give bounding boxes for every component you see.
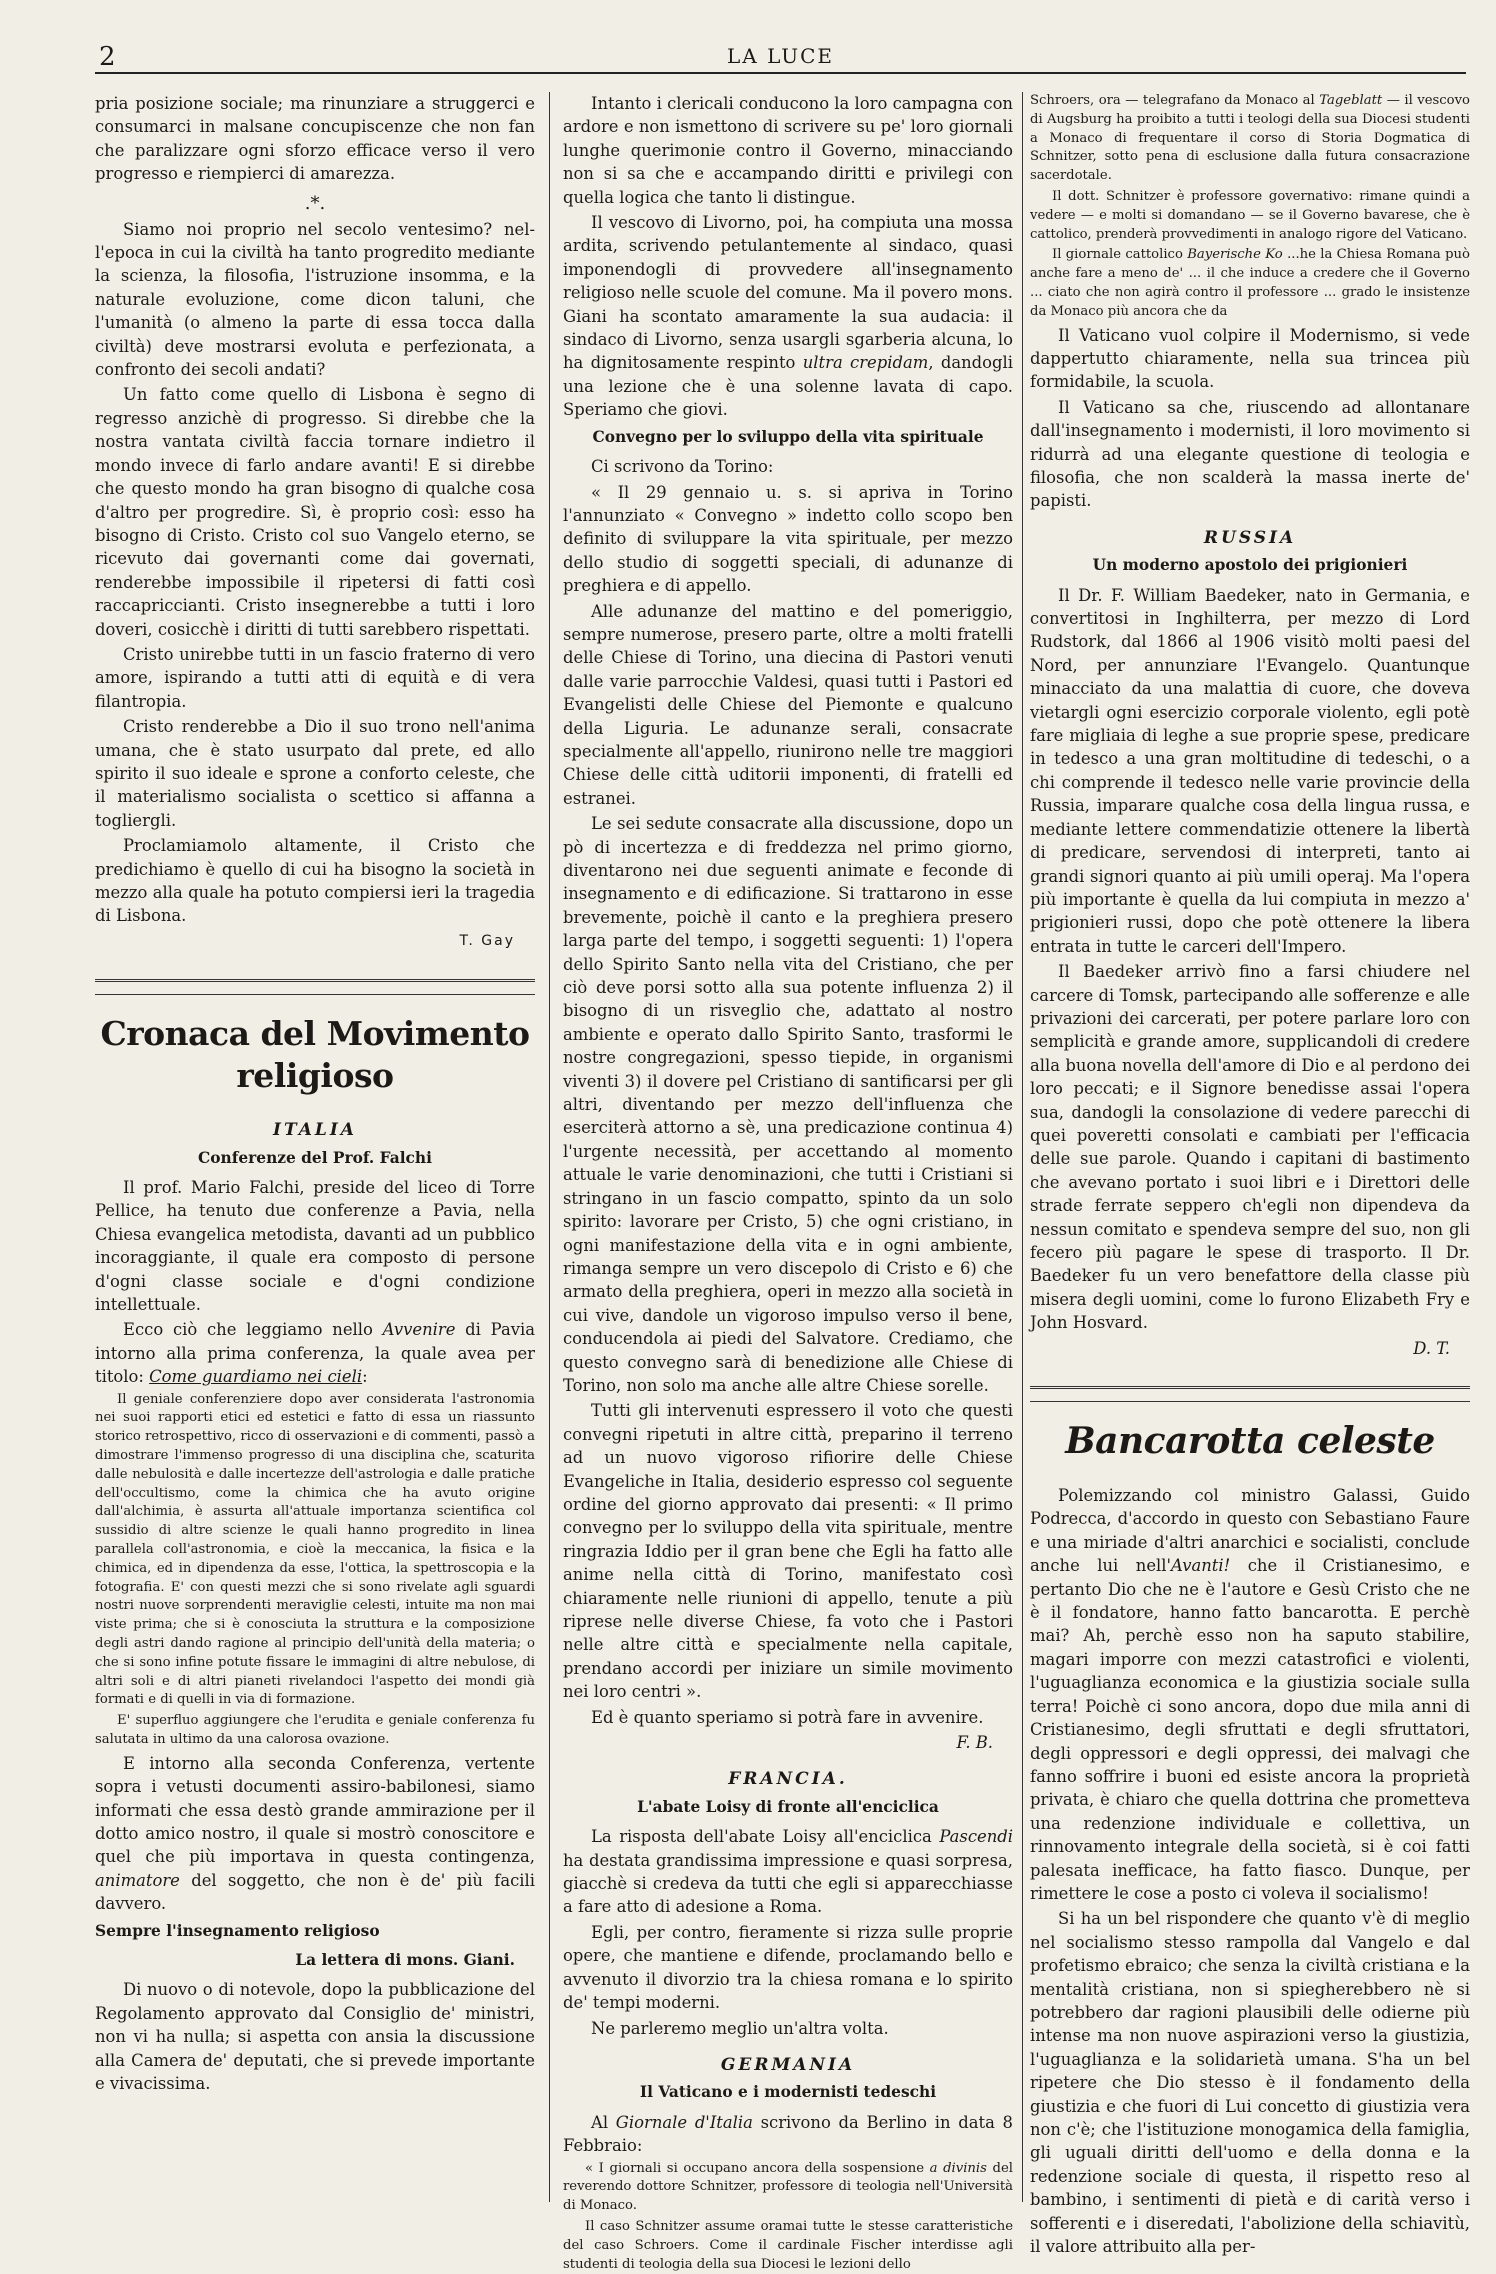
paragraph: Ci scrivono da Torino: xyxy=(591,457,774,477)
paragraph: Le sei sedute consacrate alla discussione, dopo un pò di incertezza e di freddezza nel primo giorno, diventarono nei due seguenti animate e feconde di insegnamento e di edificazione. Si trattarono in esse brevemente, poichè il canto e la preghiera presero larga parte del tempo, i soggetti seguenti: 1) l'opera dello Spirito Santo nella vita del Cristiano, che per ciò deve porsi sotto alla sua potente influenza 2) il bisogno di un risveglio che, adattato al nostro ambiente e operato dallo Spirito Santo, trasformi le nostre congregazioni, spesso tiepide, in organismi viventi 3) il dovere pel Cristiano di santificarsi per gli altri, diventando per mezzo dell'influenza che eserciterà attorno a sè, una predicazione continua 4) l'urgente necessità, per accettando al momento attuale le varie denominazioni, che tutti i Cristiani si stringano in un fascio compatto, spinto da un solo spirito: lavorare per Cristo, 5) che ogni cristiano, in ogni manifestazione della vita e in ogni ambiente, rimanga sempre un vero discepolo di Cristo e 6) che armato della preghiera, operi in mezzo alla società in cui vive, dandole un vigoroso impulso verso il bene, conducendola ai piedi del Salvatore. Crediamo, che questo convegno sarà di benedizione alle Chiese di Torino, non solo ma anche alle altre Chiese sorelle. xyxy=(563,814,1013,1395)
article-signature: D. T. xyxy=(1413,1338,1450,1358)
paragraph: Il prof. Mario Falchi, preside del liceo di Torre Pellice, ha tenuto due conferenze a Pavia, nella Chiesa evangelica metodista, davanti ad un pubblico incoraggiante, il quale era composto di persone d'ogni classe sociale e d'ogni condizione intellettuale. xyxy=(95,1178,535,1315)
country-heading-russia: RUSSIA xyxy=(1203,527,1297,548)
quoted-paragraph: « I giornali si occupano ancora della sospensione a divinis del reverendo dottore Schnitzer, professore di teologia nell'Università di Monaco. xyxy=(563,2160,1013,2214)
section-rule xyxy=(1030,1386,1470,1402)
column-middle xyxy=(563,92,1013,2272)
paragraph: Cristo renderebbe a Dio il suo trono nell'anima umana, che è stato usurpato dal prete, ed allo spirito il suo ideale e sprone a conforto celeste, che il materialismo socialista o scettico si affanna a togliergli. xyxy=(95,717,535,830)
quoted-paragraph: Il giornale cattolico Bayerische Ko ...he la Chiesa Romana può anche fare a meno de' ... il che induce a credere che il Governo ... ciato che non agirà contro il professore ... grado le insistenze da Monaco più ancora che da xyxy=(1030,247,1470,319)
paragraph: Intanto i clericali conducono la loro campagna con ardore e non ismettono di scrivere su pe' loro giornali lunghe querimonie contro il Governo, minacciando non si sa che e accampando diritti e privilegi con quella logica che tanto li distingue. xyxy=(563,94,1013,207)
paragraph: Ne parleremo meglio un'altra volta. xyxy=(591,2018,889,2038)
column-divider-right xyxy=(1022,92,1023,2202)
paragraph: Egli, per contro, fieramente si rizza sulle proprie opere, che mantiene e difende, proclamando bello e avvenuto il divorzio tra la chiesa romana e lo spirito de' tempi moderni. xyxy=(563,1922,1013,2013)
paragraph: Ecco ciò che leggiamo nello Avvenire di Pavia intorno alla prima conferenza, la quale avea per titolo: Come guardiamo nei cieli: xyxy=(95,1320,535,1387)
paragraph: Tutti gli intervenuti espressero il voto che questi convegni ripetuti in altre città, preparino il terreno ad un nuovo vigoroso rifiorire delle Chiese Evangeliche in Italia, desiderio espresso col seguente ordine del giorno approvato dai presenti: « Il primo convegno per lo sviluppo della vita spirituale, mentre ringrazia Iddio per il gran bene che Egli ha fatto alle anime nella città di Torino, manifestato così chiaramente nelle riunioni di appello, tenute a più riprese nelle diverse Chiese, fa voto che i Pastori nelle altre città e specialmente nella capitale, prendano accordi per iniziare un simile movimento nei loro centri ». xyxy=(563,1401,1013,1702)
paragraph: Siamo noi proprio nel secolo ventesimo? nel-l'epoca in cui la civiltà ha tanto progredito mediante la scienza, la filosofia, l'istruzione insomma, e la naturale evoluzione, come dicon taluni, che l'umanità (o almeno la parte di essa tocca dalla civiltà) deve mostrarsi evoluta e perfezionata, a confronto dei secoli andati? xyxy=(95,219,535,380)
article-signature: F. B. xyxy=(956,1733,993,1753)
country-heading-francia: FRANCIA. xyxy=(728,1769,848,1790)
article-subhead: Convegno per lo sviluppo della vita spirituale xyxy=(592,427,984,446)
running-head xyxy=(95,38,1466,74)
paragraph: Il vescovo di Livorno, poi, ha compiuta una mossa ardita, scrivendo petulantemente al sindaco, quasi imponendogli di provvedere all'insegnamento religioso nelle scuole del comune. Ma il povero mons. Giani ha scontato amaramente la sua audacia: il sindaco di Livorno, senza usargli sgarberia alcuna, lo ha dignitosamente respinto ultra crepidam, dandogli una lezione che è una solenne lavata di capo. Speriamo che giovi. xyxy=(563,213,1013,420)
article-subhead: Il Vaticano e i modernisti tedeschi xyxy=(639,2083,937,2102)
section-title-cronaca: Cronaca del Movimento religioso xyxy=(100,1014,530,1096)
paragraph: Un fatto come quello di Lisbona è segno di regresso anzichè di progresso. Si direbbe che la nostra vantata civiltà faccia tornare indietro il mondo invece di farlo andare avanti! E si direbbe che questo mondo ha gran bisogno di qualche cosa d'altro per progredire. Sì, è proprio così: esso ha bisogno di Cristo. Cristo col suo Vangelo eterno, se ricevuto dai governanti come dai governati, renderebbe impossibile il ripetersi di fatti così raccapriccianti. Cristo insegnerebbe a tutti i loro doveri, cosicchè i diritti di tutti sarebbero rispettati. xyxy=(95,385,535,639)
paragraph: Di nuovo o di notevole, dopo la pubblicazione del Regolamento approvato dal Consiglio de' ministri, non vi ha nulla; si aspetta con ansia la discussione alla Camera de' deputati, che si prevede importante e vivacissima. xyxy=(95,1980,535,2094)
paragraph: Polemizzando col ministro Galassi, Guido Podrecca, d'accordo in questo con Sebastiano Faure e una miriade d'altri anarchici e socialisti, conclude anche lui nell'Avanti! che il Cristianesimo, e pertanto Dio che ne è l'autore e Gesù Cristo che ne è il fondatore, hanno fatto bancarotta. E perchè mai? Ah, perchè esso non ha saputo stabilire, magari imporre con mezzi catastrofici e violenti, l'uguaglianza economica e la giustizia sociale sulla terra! Poichè ci sono ancora, dopo due mila anni di Cristianesimo, degli sfruttati e degli sfruttatori, degli oppressori e degli oppressi, dei malvagi che fanno soffrire i buoni ed esiste ancora la proprietà privata, è chiaro che quella dottrina che prometteva una redenzione individuale e collettiva, un rinnovamento integrale della società, si è coi fatti palesata inefficace, ha fatto fiasco. Dunque, per rimettere le cose a posto ci voleva il socialismo! xyxy=(1030,1486,1470,1903)
section-title-bancarotta: Bancarotta celeste xyxy=(1065,1420,1435,1463)
column-divider-left xyxy=(549,92,550,2202)
paragraph: Alle adunanze del mattino e del pomeriggio, sempre numerose, presero parte, oltre a molti fratelli delle Chiese di Torino, una diecina di Pastori venuti dalle varie parrocchie Valdesi, quasi tutti i Pastori ed Evangelisti delle Chiese del Piemonte e qualcuno della Liguria. Le adunanze serali, consacrate specialmente all'appello, riunirono nelle tre maggiori Chiese delle città uditorii imponenti, di fratelli ed estranei. xyxy=(563,601,1013,808)
article-signature: T. Gay xyxy=(459,932,515,949)
paragraph: Ed è quanto speriamo si potrà fare in avvenire. xyxy=(591,1707,984,1727)
quoted-paragraph: Il geniale conferenziere dopo aver considerata l'astronomia nei suoi rapporti etici ed estetici e fatto di essa un riassunto storico retrospettivo, ricco di osservazioni e di commenti, passò a dimostrare l'immenso progresso di una disciplina che, scaturita dalle nebulosità e dalle incertezze dell'astrologia e dalle pratiche dell'occultismo, come la chimica che ha avuto origine dall'alchimia, è assurta all'attuale importanza scientifica col sussidio di altre scienze le quali hanno progredito in linea parallela coll'astronomia, e cioè la meccanica, la fisica e la chimica, ed in dipendenza da esse, l'ottica, la spettroscopia e la fotografia. E' con questi mezzi che si sono rivelate agli sguardi nostri nuove sorprendenti meraviglie celesti, intuite ma non mai viste prima; che si è conosciuta la struttura e la composizione degli astri dando ragione al principio dell'unità della materia; o che si sono infine potute fissare le immagini di altre nebulose, di altri soli e di altri pianeti rivelandoci l'aspetto dei mondi già formati e di quelli in via di formazione. xyxy=(95,1391,535,1708)
paragraph: Il Dr. F. William Baedeker, nato in Germania, e convertitosi in Inghilterra, per mezzo di Lord Rudstork, dal 1866 al 1906 visitò molti paesi del Nord, per annunziare l'Evangelo. Quantunque minacciato da una malattia di cuore, che doveva vietargli ogni esercizio corporale violento, egli potè fare migliaia di leghe a sue proprie spese, predicare in tedesco a una gran moltitudine di tedeschi, o a chi comprende il tedesco nelle varie provincie della Russia, imparare qualche cosa della lingua russa, e mediante lettere commendatizie ottenere la libertà di predicare, servendosi di interpreti, tanto ai grandi signori quanto ai più umili operaj. Ma l'opera più importante è quella da lui compiuta in mezzo a' prigionieri russi, dopo che potè ottenere la libera entrata in tutte le carceri dell'Impero. xyxy=(1030,585,1470,956)
quoted-paragraph: Il dott. Schnitzer è professore governativo: rimane quindi a vedere — e molti si domandano — se il Governo bavarese, che è cattolico, prenderà provvedimenti in analogo rigore del Vaticano. xyxy=(1030,188,1470,242)
paragraph: « Il 29 gennaio u. s. si apriva in Torino l'annunziato « Convegno » indetto collo scopo ben definito di sviluppare la vita spirituale, per mezzo dello studio di soggetti speciali, di adunanze di preghiera e di appello. xyxy=(563,482,1013,596)
quoted-paragraph: Schroers, ora — telegrafano da Monaco al Tageblatt — il vescovo di Augsburg ha proibito a tutti i teologi della sua Diocesi studenti a Monaco di frequentare il corso di Storia Dogmatica di Schnitzer, sotto pena di esclusione dalla futura consacrazione sacerdotale. xyxy=(1030,93,1470,184)
article-subhead: La lettera di mons. Giani. xyxy=(295,1951,515,1970)
article-subhead: Sempre l'insegnamento religioso xyxy=(95,1921,380,1940)
column-right xyxy=(1030,92,1470,2257)
paragraph: Si ha un bel rispondere che quanto v'è di meglio nel socialismo stesso rampolla dal Vangelo e dal profetismo ebraico; che senza la civiltà cristiana e la mentalità cristiana, non si spiegherebbero nè si potrebbero dar ragioni plausibili delle odierne più intense ma non nuove aspirazioni verso la giustizia, l'uguaglianza e la solidarietà umana. S'ha un bel ripetere che Dio stesso è il fondamento della giustizia e che fuori di Lui concetto di giustizia vera non c'è; che l'istituzione monogamica della famiglia, gli uguali diritti dell'uomo e della donna e la redenzione sociale di questa, il rispetto reso al bambino, i sentimenti di pietà e di carità verso i sofferenti e i diseredati, l'abolizione della schiavitù, il valore attribuito alla per- xyxy=(1030,1909,1470,2257)
paragraph: Proclamiamolo altamente, il Cristo che predichiamo è quello di cui ha bisogno la società in mezzo alla quale ha potuto compiersi ieri la tragedia di Lisbona. xyxy=(95,836,535,926)
quoted-paragraph: Il caso Schnitzer assume oramai tutte le stesse caratteristiche del caso Schroers. Come il cardinale Fischer interdisse agli studenti di teologia della sua Diocesi le lezioni dello xyxy=(563,2218,1013,2272)
asterism: .*. xyxy=(304,192,326,214)
country-heading-italia: ITALIA xyxy=(273,1120,357,1141)
column-left xyxy=(95,92,535,2202)
paragraph: E intorno alla seconda Conferenza, vertente sopra i vetusti documenti assiro-babilonesi, siamo informati che essa destò grande ammirazione per il dotto amico nostro, il quale si mostrò conoscitore e quel che più importava in questa contingenza, animatore del soggetto, che non è de' più facili davvero. xyxy=(95,1753,535,1914)
article-subhead: L'abate Loisy di fronte all'enciclica xyxy=(637,1797,939,1816)
paragraph: pria posizione sociale; ma rinunziare a struggerci e consumarci in malsane concupiscenze che non fan che paralizzare ogni sforzo efficace verso il vero progresso e riempierci di amarezza. xyxy=(95,94,535,184)
masthead-title: LA LUCE xyxy=(726,44,835,68)
paragraph: Il Vaticano vuol colpire il Modernismo, si vede dappertutto chiaramente, nella sua trincea più formidabile, la scuola. xyxy=(1030,325,1470,392)
article-subhead: Un moderno apostolo dei prigionieri xyxy=(1092,556,1408,575)
page-number: 2 xyxy=(99,42,116,72)
paragraph: Cristo unirebbe tutti in un fascio fraterno di vero amore, ispirando a tutti atti di equità e di vera filantropia. xyxy=(95,644,535,711)
paragraph: Il Baedeker arrivò fino a farsi chiudere nel carcere di Tomsk, partecipando alle sofferenze e alle privazioni dei carcerati, per potere parlare loro con semplicità e grande amore, supplicandoli di credere alla buona novella dell'amore di Dio e al perdono dei loro peccati; e il Signore benedisse assai l'opera sua, dandogli la consolazione di vedere parecchi di quei poveretti consolati e cambiati per l'efficacia delle sue parole. Quando i capitani di bastimento che avevano portato i suoi libri e i Direttori delle strade ferrate seppero ch'egli non dipendeva da nessun comitato e spendeva sempre del suo, non gli fecero più pagare le spese di trasporto. Il Dr. Baedeker fu un vero benefattore della classe più misera degli uomini, come lo furono Elizabeth Fry e John Hosvard. xyxy=(1030,962,1470,1333)
paragraph: Al Giornale d'Italia scrivono da Berlino in data 8 Febbraio: xyxy=(563,2112,1013,2156)
paragraph: La risposta dell'abate Loisy all'enciclica Pascendi ha destata grandissima impressione e quasi sorpresa, giacchè si credeva da tutti che egli si apparecchiasse a fare atto di adesione a Roma. xyxy=(563,1827,1013,1917)
quoted-paragraph: E' superfluo aggiungere che l'erudita e geniale conferenza fu salutata in ultimo da una calorosa ovazione. xyxy=(95,1713,535,1748)
paragraph: Il Vaticano sa che, riuscendo ad allontanare dall'insegnamento i modernisti, il loro movimento si ridurrà ad una elegante questione di teologia e filosofia, che non scalderà la massa inerte de' papisti. xyxy=(1030,397,1470,511)
country-heading-germania: GERMANIA xyxy=(720,2054,856,2075)
article-subhead: Conferenze del Prof. Falchi xyxy=(198,1148,432,1167)
section-rule xyxy=(95,979,535,995)
